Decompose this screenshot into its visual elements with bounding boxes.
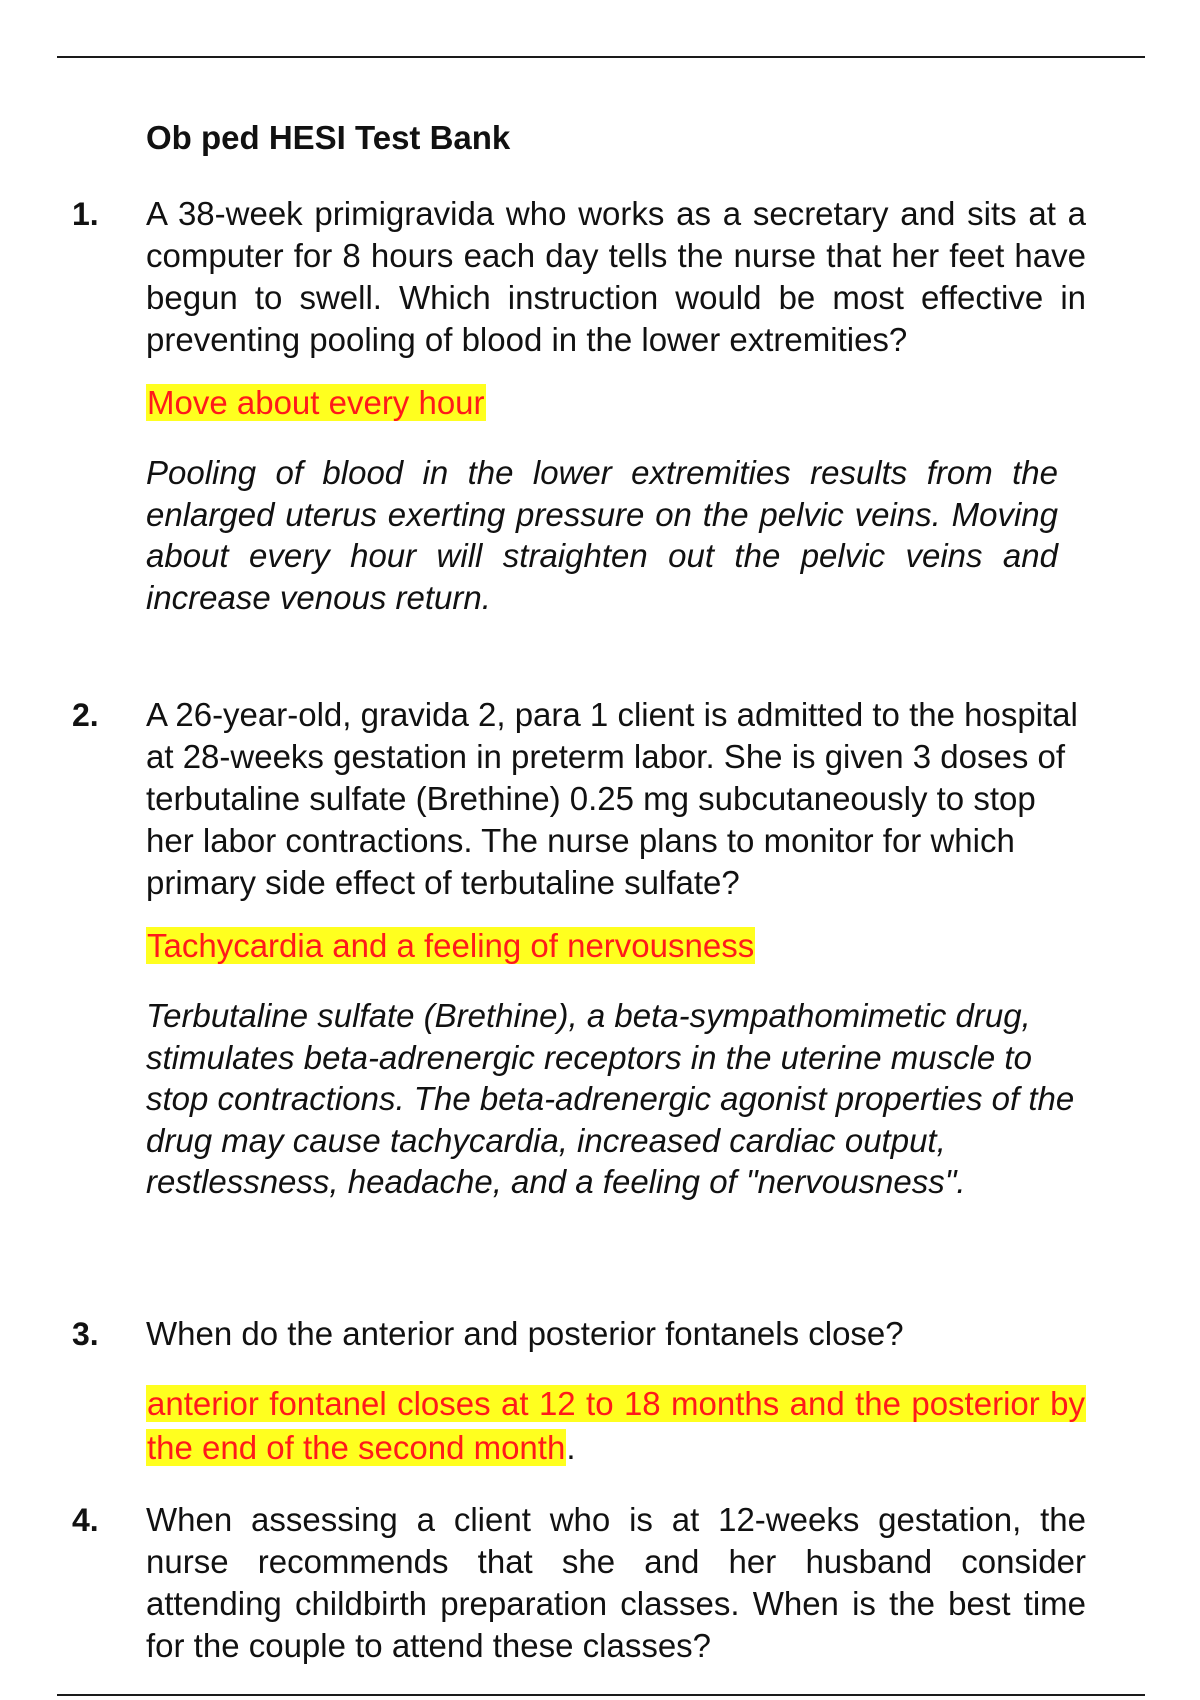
answer-highlight: Tachycardia and a feeling of nervousness <box>147 927 755 964</box>
question-stem: A 26-year-old, gravida 2, para 1 client is admitted to the hospital at 28-weeks gestation in preterm labor. She is given 3 doses of terbutaline sulfate (Brethine) 0.25 mg subcutaneously to stop her labor contractions. The nurse plans to monitor for which primary side effect of terbutaline sulfate? <box>146 696 1078 901</box>
question-stem: When assessing a client who is at 12-weeks gestation, the nurse recommends that she and her husband consider attending childbirth preparation classes. When is the best time for the couple to attend these classes? <box>146 1501 1086 1664</box>
question-stem: A 38-week primigravida who works as a secretary and sits at a computer for 8 hours each day tells the nurse that her feet have begun to swell. Which instruction would be most effective in preventing pooling of blood in the lower extremities? <box>146 195 1086 358</box>
question-number: 3. <box>72 1316 99 1352</box>
rationale: Terbutaline sulfate (Brethine), a beta-sympathomimetic drug, stimulates beta-adrenergic receptors in the uterine muscle to stop contractions. The beta-adrenergic agonist properties of the drug may cause tachycardia, increased cardiac output, restlessness, headache, and a feeling of "nervousness". <box>146 997 1075 1200</box>
answer <box>146 381 1086 425</box>
answer <box>146 924 1086 968</box>
question-stem: When do the anterior and posterior fontanels close? <box>146 1315 904 1352</box>
page-title: Ob ped HESI Test Bank <box>146 119 511 156</box>
answer-highlight: anterior fontanel closes at 12 to 18 months and the posterior by the end of the second month <box>147 1385 1085 1466</box>
bottom-rule <box>57 1694 1145 1696</box>
question-number: 4. <box>72 1502 99 1538</box>
question-number: 1. <box>72 196 99 232</box>
question-number: 2. <box>72 697 99 733</box>
answer <box>146 1382 1086 1470</box>
answer-tail: . <box>566 1429 576 1466</box>
rationale: Pooling of blood in the lower extremities results from the enlarged uterus exerting pressure on the pelvic veins. Moving about every hour will straighten out the pelvic veins and increase venous return. <box>146 454 1058 616</box>
answer-highlight: Move about every hour <box>147 384 485 421</box>
top-rule <box>57 56 1145 58</box>
